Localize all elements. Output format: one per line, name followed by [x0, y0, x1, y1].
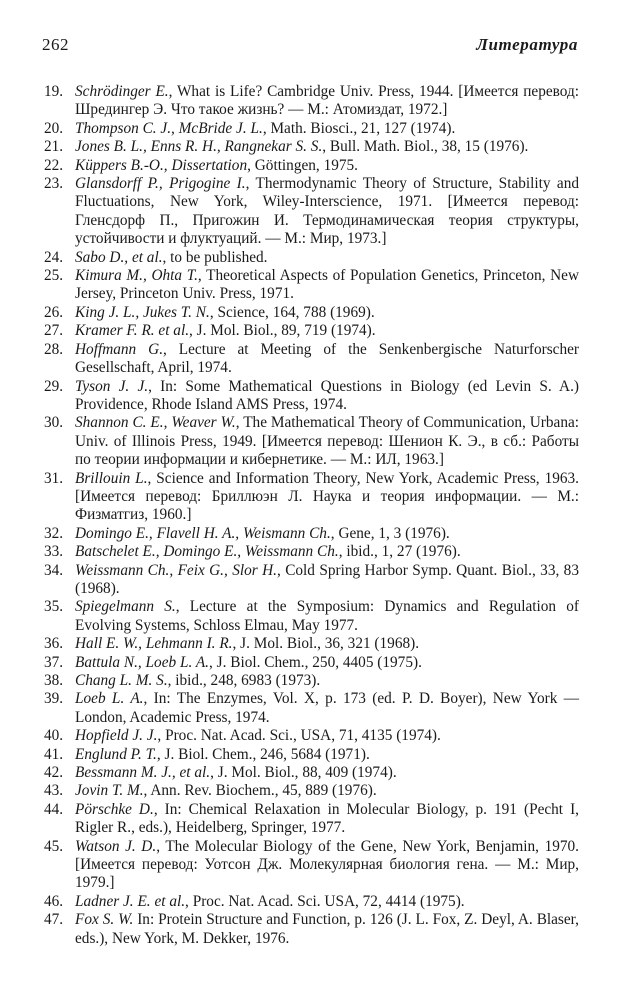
reference-text: In: Protein Structure and Function, p. 126 (J. L. Fox, Z. Deyl, A. Blaser, eds.), New York, M. Dekker, 1976. — [75, 911, 579, 947]
reference-entry — [44, 304, 579, 322]
reference-authors: Sabo D., et al. — [75, 248, 163, 266]
reference-number: 23. — [44, 175, 64, 193]
reference-number: 19. — [44, 83, 64, 100]
reference-number: 26. — [44, 303, 64, 321]
page-header — [42, 32, 578, 58]
reference-number: 34. — [44, 561, 64, 579]
reference-authors: Hopfield J. J. — [75, 727, 158, 745]
reference-entry — [44, 175, 579, 249]
reference-authors: Chang L. M. S. — [75, 672, 168, 689]
reference-entry — [44, 562, 579, 599]
reference-entry — [44, 672, 579, 690]
reference-text: , In: The Enzymes, Vol. X, p. 173 (ed. P. D. Boyer), New York — London, Academic Press, 1974. — [75, 690, 580, 726]
reference-entry — [44, 654, 579, 672]
reference-authors: Bessmann M. J., et al. — [75, 764, 211, 782]
reference-authors: Battula N., Loeb L. A. — [75, 653, 210, 671]
reference-text: , ibid., 1, 27 (1976). — [338, 543, 461, 561]
reference-authors: Kimura M., Ohta T. — [75, 267, 198, 285]
reference-authors: Glansdorff P., Prigogine I. — [75, 175, 246, 193]
reference-authors: Jones B. L., Enns R. H., Rangnekar S. S. — [75, 138, 323, 156]
reference-number: 28. — [44, 340, 64, 358]
reference-number: 31. — [44, 469, 64, 487]
reference-text: , J. Mol. Biol., 36, 321 (1968). — [232, 635, 420, 653]
reference-authors: Pörschke D. — [75, 800, 154, 818]
reference-authors: Fox S. W. — [75, 911, 134, 929]
reference-text: , Göttingen, 1975. — [247, 156, 358, 174]
reference-number: 32. — [44, 524, 64, 542]
reference-text: , In: Chemical Relaxation in Molecular Biology, p. 191 (Pecht I, Rigler R., eds.), Heidelberg, Springer, 1977. — [75, 800, 579, 837]
reference-entry — [44, 746, 579, 764]
reference-authors: Küppers B.-O., Dissertation — [75, 156, 248, 174]
reference-number: 42. — [44, 764, 64, 782]
reference-text: , What is Life? Cambridge Univ. Press, 1944. [Имеется перевод: Шредингер Э. Что такое жизнь? — М.: Атомиздат, 1972.] — [75, 83, 579, 119]
reference-entry — [44, 249, 579, 267]
reference-text: , Science and Information Theory, New York, Academic Press, 1963. [Имеется перевод: Бриллюэн Л. Наука и теория информации. — М.: Физматгиз, 1960.] — [75, 469, 579, 524]
reference-number: 30. — [44, 414, 64, 432]
reference-text: , ibid., 248, 6983 (1973). — [167, 672, 321, 689]
reference-entry — [44, 470, 579, 525]
reference-text: , J. Biol. Chem., 250, 4405 (1975). — [209, 653, 422, 671]
reference-authors: Kramer F. R. et al. — [75, 322, 190, 340]
reference-authors: Batschelet E., Domingo E., Weissmann Ch. — [75, 543, 339, 561]
reference-entry — [44, 911, 579, 948]
reference-text: , Cold Spring Harbor Symp. Quant. Biol., 33, 83 (1968). — [75, 561, 579, 597]
reference-text: , Proc. Nat. Acad. Sci., USA, 71, 4135 (1974). — [157, 727, 441, 745]
reference-authors: Hall E. W., Lehmann I. R. — [75, 635, 233, 653]
reference-entry — [44, 120, 579, 138]
reference-number: 43. — [44, 782, 64, 800]
reference-text: , to be published. — [162, 248, 268, 266]
reference-number: 37. — [44, 653, 64, 671]
reference-list — [44, 83, 579, 948]
reference-text: , J. Biol. Chem., 246, 5684 (1971). — [156, 745, 370, 763]
reference-authors: Loeb L. A. — [75, 690, 144, 708]
reference-text: , The Molecular Biology of the Gene, New York, Benjamin, 1970. [Имеется перевод: Уотсон Дж. Молекулярная биология гена. — М.: Мир, 1979.] — [75, 837, 579, 892]
reference-authors: King J. L., Jukes T. N. — [75, 303, 210, 321]
reference-text: , The Mathematical Theory of Communication, Urbana: Univ. of Illinois Press, 1949. [Имеется перевод: Шенион К. Э., в сб.: Работы по теории информации и кибернетике. — М.: ИЛ, 1963.] — [75, 414, 580, 469]
reference-authors: Weissmann Ch., Feix G., Slor H. — [75, 561, 277, 579]
reference-number: 22. — [44, 156, 64, 174]
reference-text: , Proc. Nat. Acad. Sci. USA, 72, 4414 (1975). — [185, 892, 465, 910]
reference-entry — [44, 138, 579, 156]
reference-text: , Science, 164, 788 (1969). — [209, 303, 375, 321]
reference-text: , Lecture at the Symposium: Dynamics and Regulation of Evolving Systems, Schloss Elmau, May 1977. — [75, 598, 579, 634]
reference-entry — [44, 157, 579, 175]
reference-entry — [44, 598, 579, 635]
reference-entry — [44, 543, 579, 561]
reference-text: , Math. Biosci., 21, 127 (1974). — [262, 119, 456, 137]
reference-entry — [44, 414, 579, 469]
reference-authors: Shannon C. E., Weaver W. — [75, 414, 236, 432]
reference-number: 33. — [44, 543, 64, 561]
reference-number: 24. — [44, 248, 64, 266]
reference-number: 21. — [44, 138, 64, 156]
reference-entry — [44, 83, 579, 120]
reference-text: , Lecture at Meeting of the Senkenbergische Naturforscher Gesellschaft, April, 1974. — [75, 340, 579, 377]
reference-entry — [44, 801, 579, 838]
reference-entry — [44, 764, 579, 782]
reference-authors: Hoffmann G. — [75, 340, 164, 358]
reference-entry — [44, 838, 579, 893]
reference-text: , J. Mol. Biol., 89, 719 (1974). — [189, 322, 376, 340]
reference-number: 47. — [44, 911, 64, 929]
reference-authors: Tyson J. J. — [75, 377, 149, 395]
reference-number: 25. — [44, 267, 64, 285]
reference-authors: Watson J. D. — [75, 837, 157, 855]
reference-authors: Domingo E., Flavell H. A., Weismann Ch. — [75, 524, 331, 542]
reference-authors: Schrödinger E. — [75, 83, 169, 100]
reference-number: 36. — [44, 635, 64, 653]
reference-text: , J. Mol. Biol., 88, 409 (1974). — [210, 764, 397, 782]
reference-text: , Thermodynamic Theory of Structure, Stability and Fluctuations, New York, Wiley-Interscience, 1971. [Имеется перевод: Гленсдорф П., Пригожин И. Термодинамическая теория структуры, устойчивости и флуктуаций. — М.: Мир, 1973.] — [75, 175, 579, 248]
reference-number: 39. — [44, 690, 64, 708]
reference-text: , Bull. Math. Biol., 38, 15 (1976). — [322, 138, 529, 156]
reference-entry — [44, 378, 579, 415]
page-number: 262 — [42, 35, 69, 54]
reference-number: 27. — [44, 322, 64, 340]
reference-authors: Ladner J. E. et al. — [75, 892, 186, 910]
reference-entry — [44, 635, 579, 653]
reference-number: 35. — [44, 598, 64, 616]
reference-text: , Ann. Rev. Biochem., 45, 889 (1976). — [143, 782, 377, 800]
reference-authors: Spiegelmann S. — [75, 598, 176, 616]
reference-authors: Thompson C. J., McBride J. L. — [75, 119, 263, 137]
reference-number: 38. — [44, 672, 64, 689]
reference-authors: Englund P. T. — [75, 745, 157, 763]
reference-text: , Theoretical Aspects of Population Genetics, Princeton, New Jersey, Princeton Univ. Press, 1971. — [75, 267, 579, 303]
reference-entry — [44, 267, 579, 304]
reference-text: , Gene, 1, 3 (1976). — [330, 524, 450, 542]
reference-number: 29. — [44, 377, 64, 395]
reference-entry — [44, 341, 579, 378]
reference-number: 46. — [44, 892, 64, 910]
reference-number: 44. — [44, 800, 64, 818]
reference-entry — [44, 525, 579, 543]
reference-authors: Brillouin L. — [75, 469, 148, 487]
reference-number: 45. — [44, 837, 64, 855]
reference-number: 20. — [44, 119, 64, 137]
reference-entry — [44, 893, 579, 911]
running-title: Литература — [476, 35, 578, 54]
reference-entry — [44, 727, 579, 745]
reference-number: 41. — [44, 745, 64, 763]
reference-authors: Jovin T. M. — [75, 782, 144, 800]
reference-entry — [44, 322, 579, 340]
reference-number: 40. — [44, 727, 64, 745]
reference-entry — [44, 782, 579, 800]
reference-entry — [44, 690, 579, 727]
reference-text: , In: Some Mathematical Questions in Biology (ed Levin S. A.) Providence, Rhode Island AMS Press, 1974. — [75, 377, 580, 413]
